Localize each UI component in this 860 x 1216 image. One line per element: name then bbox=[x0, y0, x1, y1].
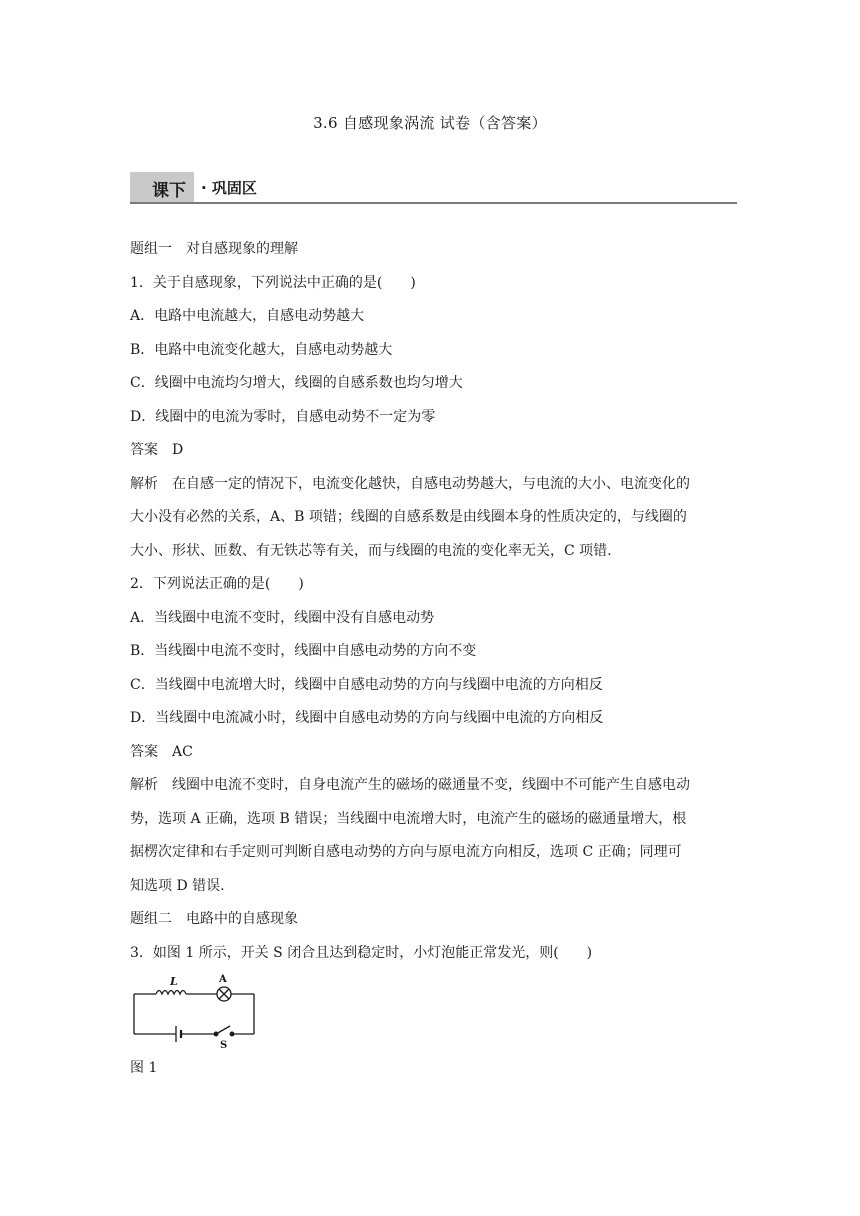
q1-option-c: C．线圈中电流均匀增大，线圈的自感系数也均匀增大 bbox=[130, 375, 463, 391]
q2-analysis-line-4: 知选项 D 错误. bbox=[130, 877, 225, 894]
q1-answer: 答案 D bbox=[130, 442, 184, 458]
label-lamp: A bbox=[219, 974, 227, 985]
group-heading-2: 题组二 电路中的自感现象 bbox=[130, 911, 298, 927]
label-switch: S bbox=[220, 1040, 228, 1050]
circuit-diagram bbox=[130, 972, 260, 1050]
q1-option-b: B．电路中电流变化越大，自感电动势越大 bbox=[130, 341, 393, 358]
group-heading-1: 题组一 对自感现象的理解 bbox=[130, 241, 298, 257]
section-banner bbox=[130, 172, 737, 202]
q2-option-d: D．当线圈中电流减小时，线圈中自感电动势的方向与线圈中电流的方向相反 bbox=[130, 710, 604, 726]
q2-stem: 2．下列说法正确的是( ) bbox=[130, 576, 304, 592]
q2-answer: 答案 AC bbox=[130, 743, 193, 760]
inductor-coil bbox=[156, 991, 186, 995]
q2-option-c: C．当线圈中电流增大时，线圈中自感电动势的方向与线圈中电流的方向相反 bbox=[130, 676, 603, 693]
q2-option-a: A．当线圈中电流不变时，线圈中没有自感电动势 bbox=[130, 609, 435, 626]
switch-blade bbox=[216, 1026, 230, 1034]
figure-caption: 图 1 bbox=[130, 1060, 158, 1076]
q1-option-d: D．线圈中的电流为零时，自感电动势不一定为零 bbox=[130, 408, 436, 425]
banner-label-main: 课下 bbox=[152, 181, 186, 201]
q1-analysis-line-2: 大小没有必然的关系，A、B 项错；线圈的自感系数是由线圈本身的性质决定的，与线圈的 bbox=[130, 509, 687, 525]
q1-option-a: A．电路中电流越大，自感电动势越大 bbox=[130, 308, 365, 324]
banner-label-sub: · 巩固区 bbox=[201, 179, 257, 197]
q2-analysis-line-2: 势，选项 A 正确，选项 B 错误；当线圈中电流增大时，电流产生的磁场的磁通量增大，根 bbox=[130, 810, 687, 827]
q1-analysis-line-1: 解析 在自感一定的情况下，电流变化越快，自感电动势越大，与电流的大小、电流变化的 bbox=[130, 475, 690, 492]
label-inductor: L bbox=[170, 975, 178, 988]
q2-analysis-line-1: 解析 线圈中电流不变时，自身电流产生的磁场的磁通量不变，线圈中不可能产生自感电动 bbox=[130, 777, 690, 793]
q2-analysis-line-3: 据楞次定律和右手定则可判断自感电动势的方向与原电流方向相反，选项 C 正确；同理可 bbox=[130, 844, 682, 860]
q3-stem: 3．如图 1 所示，开关 S 闭合且达到稳定时，小灯泡能正常发光，则( ) bbox=[130, 944, 593, 961]
question-content bbox=[130, 233, 737, 1086]
q2-option-b: B．当线圈中电流不变时，线圈中自感电动势的方向不变 bbox=[130, 643, 477, 659]
document-title: 3.6 自感现象涡流 试卷（含答案） bbox=[313, 114, 547, 132]
q1-analysis-line-3: 大小、形状、匝数、有无铁芯等有关，而与线圈的电流的变化率无关，C 项错. bbox=[130, 542, 612, 559]
circuit-figure bbox=[130, 972, 737, 1052]
q1-stem: 1．关于自感现象，下列说法中正确的是( ) bbox=[130, 274, 416, 291]
banner-rule bbox=[130, 202, 737, 204]
